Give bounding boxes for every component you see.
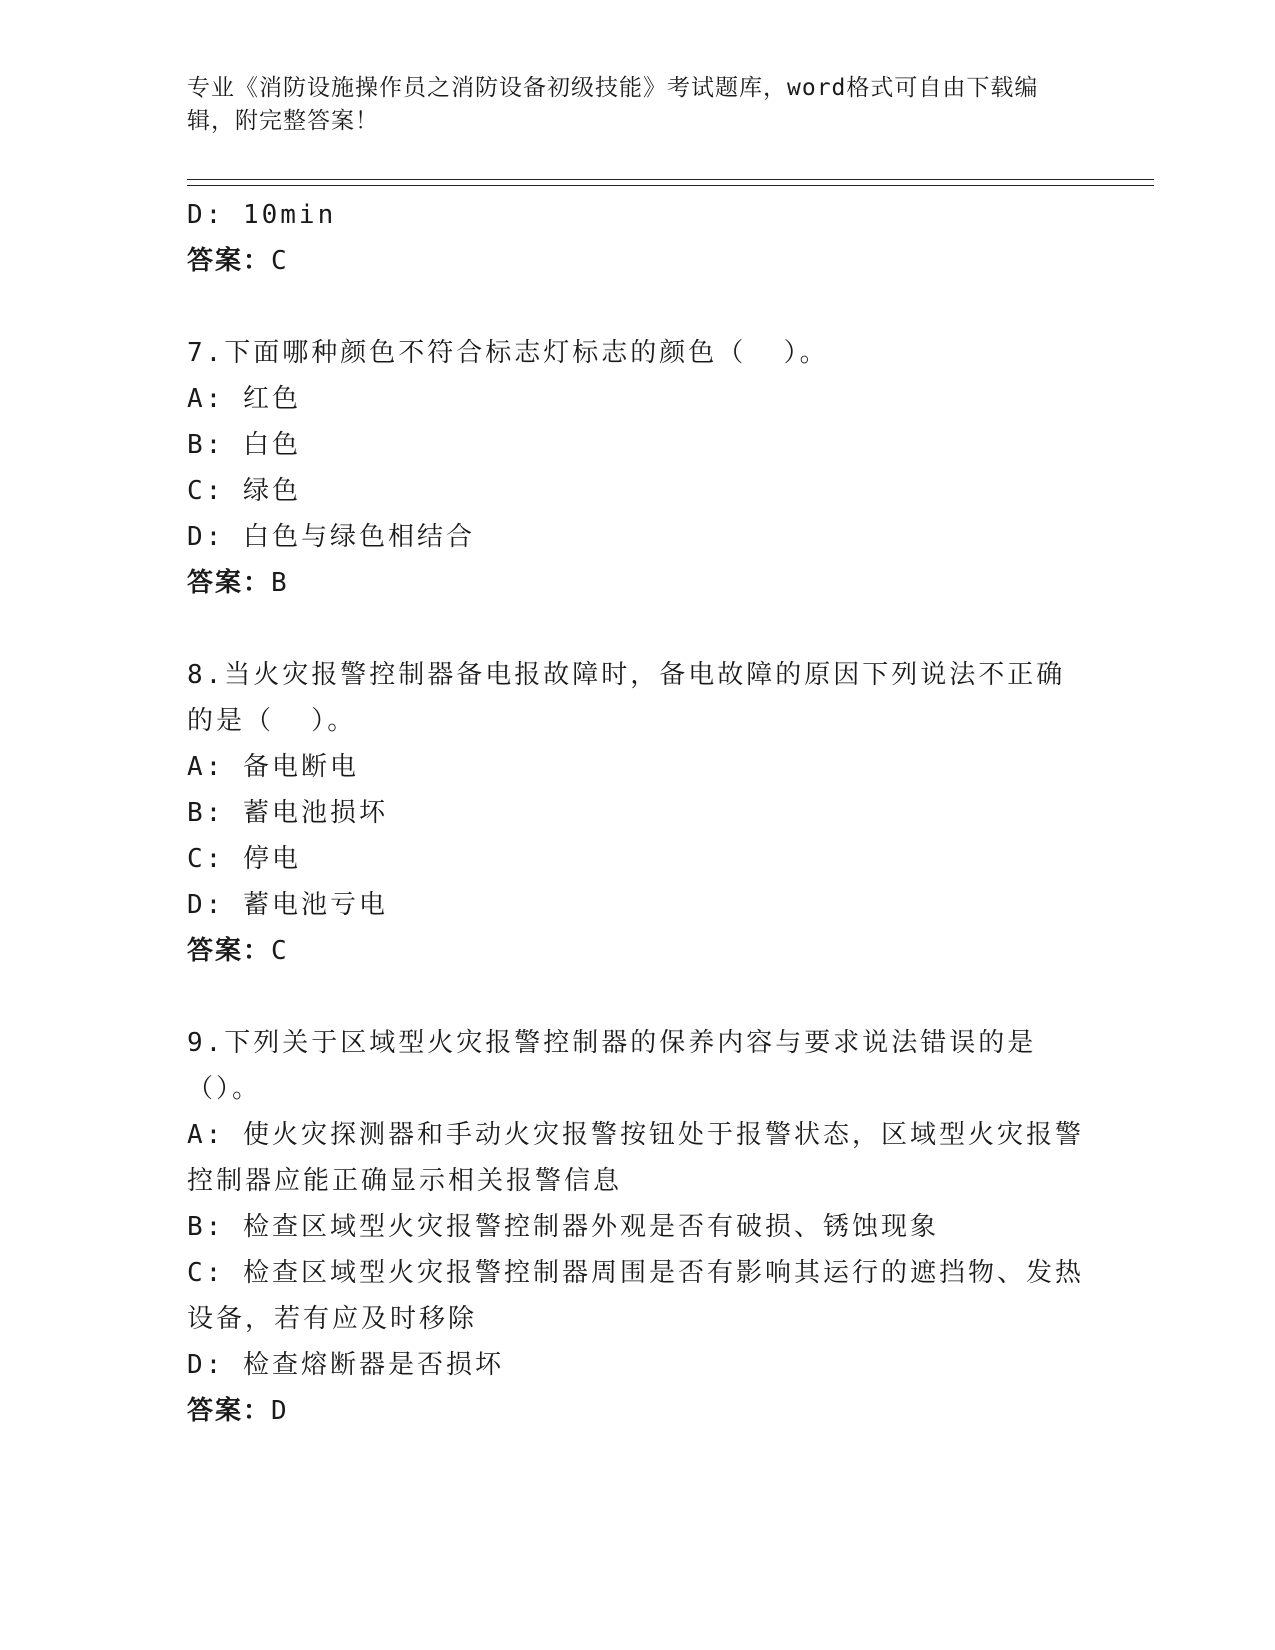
answer-line <box>187 560 1087 606</box>
option-a: A: 备电断电 <box>187 752 359 782</box>
question-stem: 7.下面哪种颜色不符合标志灯标志的颜色（ ）。 <box>187 338 829 368</box>
question-7 <box>187 330 1087 606</box>
question-8 <box>187 652 1087 974</box>
answer-value: D <box>271 1396 287 1426</box>
option-d: D: 白色与绿色相结合 <box>187 522 475 552</box>
option-a: A: 使火灾探测器和手动火灾报警按钮处于报警状态，区域型火灾报警控制器应能正确显示相关报警信息 <box>187 1120 1084 1196</box>
option-d: D: 检查熔断器是否损坏 <box>187 1350 504 1380</box>
answer-label: 答案： <box>187 1396 272 1426</box>
answer-value: B <box>271 568 287 598</box>
option-c: C: 检查区域型火灾报警控制器周围是否有影响其运行的遮挡物、发热设备，若有应及时移除 <box>187 1258 1084 1334</box>
question-stem: 9.下列关于区域型火灾报警控制器的保养内容与要求说法错误的是（）。 <box>187 1028 1037 1104</box>
header-divider <box>187 179 1154 186</box>
question-content <box>187 192 1087 1480</box>
option-d: D: 蓄电池亏电 <box>187 890 388 920</box>
question-9 <box>187 1020 1087 1434</box>
answer-line <box>187 238 1087 284</box>
option-d: D: 10min <box>187 200 337 230</box>
answer-label: 答案： <box>187 568 272 598</box>
option-b: B: 检查区域型火灾报警控制器外观是否有破损、锈蚀现象 <box>187 1212 939 1242</box>
previous-question-tail <box>187 192 1087 284</box>
option-c: C: 绿色 <box>187 476 301 506</box>
answer-label: 答案： <box>187 246 272 276</box>
option-c: C: 停电 <box>187 844 301 874</box>
answer-line <box>187 1388 1087 1434</box>
option-a: A: 红色 <box>187 384 301 414</box>
answer-line <box>187 928 1087 974</box>
question-stem: 8.当火灾报警控制器备电报故障时，备电故障的原因下列说法不正确的是（ ）。 <box>187 660 1066 736</box>
answer-label: 答案： <box>187 936 272 966</box>
option-b: B: 蓄电池损坏 <box>187 798 388 828</box>
option-b: B: 白色 <box>187 430 301 460</box>
answer-value: C <box>271 246 287 276</box>
answer-value: C <box>271 936 287 966</box>
document-header: 专业《消防设施操作员之消防设备初级技能》考试题库，word格式可自由下载编辑，附完整答案！ <box>187 75 1039 134</box>
